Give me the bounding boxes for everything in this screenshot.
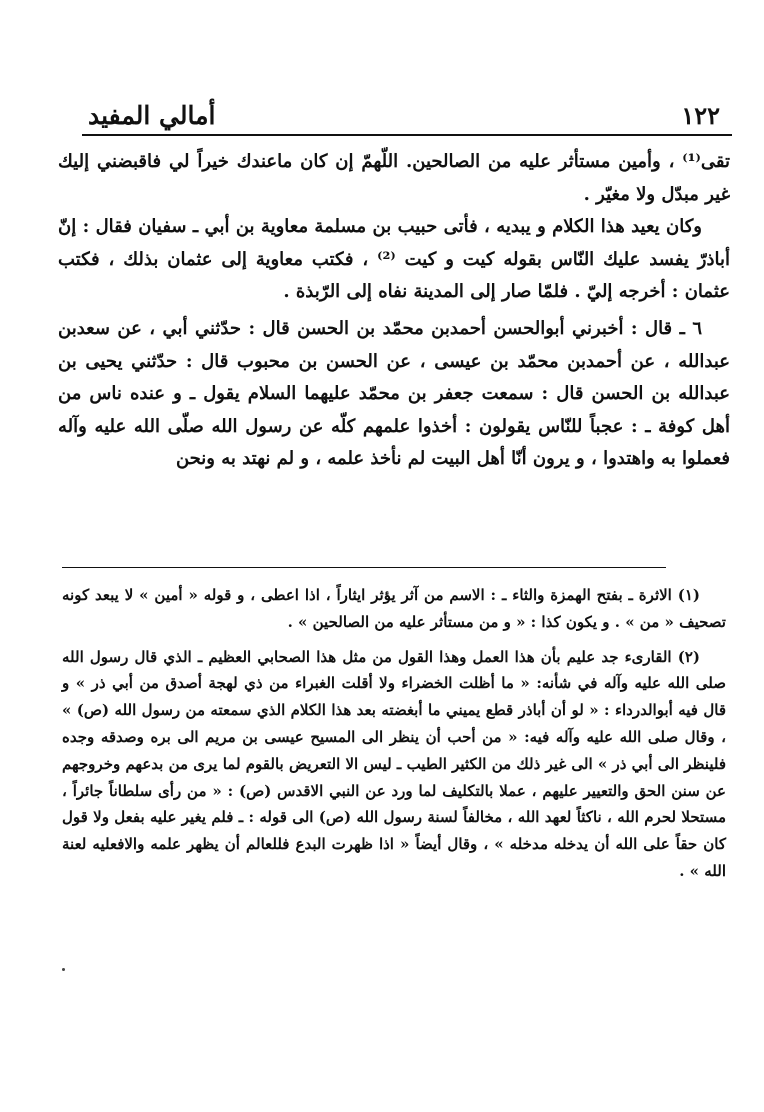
header-rule [82,134,732,136]
scan-speck [62,968,65,971]
footnote-separator [62,567,666,568]
book-title: أمالي المفيد [88,101,216,130]
page-header [88,96,728,130]
main-paragraph: وكان يعيد هذا الكلام و يبديه ، فأتى حبيب بن مسلمة معاوية بن أبي ـ سفيان فقال : إنّ أباذرّ يفسد عليك النّاس بقوله كيت و كيت ⁽²⁾ ، فكتب معاوية إلى عثمان بذلك ، فكتب عثمان : أخرجه إليّ . فلمّا صار إلى المدينة نفاه إلى الرّبذة . [58,216,730,303]
footnotes [62,582,726,885]
main-text [58,146,730,476]
footnote: (١) الاثرة ـ بفتح الهمزة والثاء ـ : الاسم من آثر يؤثر ايثاراً ، اذا اعطى ، و قوله « أمين » لا يبعد كونه تصحيف « من » . و يكون كذا : « و من مستأثر عليه من الصالحين » . [62,586,726,631]
main-paragraph: ٦ ـ قال : أخبرني أبوالحسن أحمدبن محمّد بن الحسن قال : حدّثني أبي ، عن سعدبن عبدالله ، عن أحمدبن محمّد بن عيسى ، عن الحسن بن محبوب قال : حدّثني يحيى بن عبدالله بن الحسن قال : سمعت جعفر بن محمّد عليهما السلام يقول ـ و عنده ناس من أهل كوفة ـ : عجباً للنّاس يقولون : أخذوا علمهم كلّه عن رسول الله صلّى الله عليه وآله فعملوا به واهتدوا ، و يرون أنّا أهل البيت لم نأخذ علمه ، و لم نهتد به ونحن [58,317,730,470]
main-paragraph: تقى⁽¹⁾ ، وأمين مستأثر عليه من الصالحين. اللّهمّ إن كان ماعندك خيراً لي فاقبضني إليك غير مبدّل ولا مغيّر . [58,151,730,205]
footnote: (٢) القارىء جد عليم بأن هذا العمل وهذا القول من مثل هذا الصحابي العظيم ـ الذي قال رسول الله صلى الله عليه وآله في شأنه: « ما أظلت الخضراء ولا أقلت الغبراء من ذي لهجة أصدق من أبي ذر » و قال فيه أبوالدرداء : « لو أن أباذر قطع يميني ما أبغضته بعد هذا الكلام الذي سمعته من رسول الله (ص) » ، وقال صلى الله عليه وآله فيه: « من أحب أن ينظر الى المسيح عيسى بن مريم الى بره وصدقه وجده فلينظر الى أبي ذر » الى غير ذلك من الكثير الطيب ـ ليس الا التعريض بالقوم لما يرى من بدعهم وخروجهم عن سنن الحق والتعيير عليهم ، عملا بالتكليف لما ورد عن النبي الاقدس (ص) : « من رأى سلطاناً جائراً ، مستحلا لحرم الله ، ناكثاً لعهد الله ، مخالفاً لسنة رسول الله (ص) الى قوله : ـ فلم يغير عليه بفعل ولا قول كان حقاً على الله أن يدخله مدخله » ، وقال أيضاً « اذا ظهرت البدع فللعالم أن يظهر علمه والافعليه لعنة الله » . [62,647,726,880]
page-number: ١٢٢ [681,101,720,130]
